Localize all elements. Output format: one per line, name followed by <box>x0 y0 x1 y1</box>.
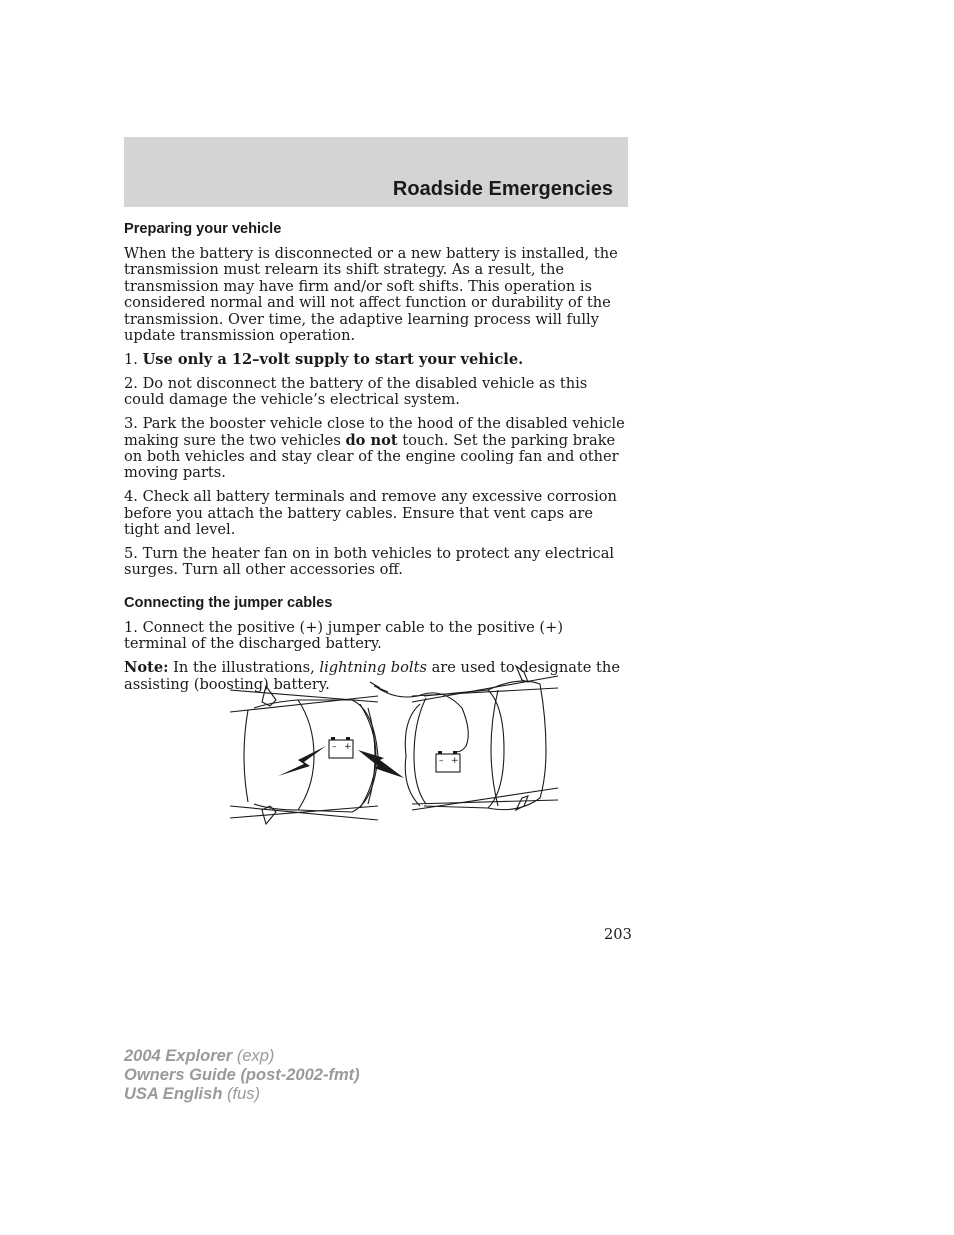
right-car-outline <box>405 666 558 810</box>
step-3-bold: do not <box>345 431 398 449</box>
step-5: 5. Turn the heater fan on in both vehicles to protect any electrical surges. Turn all other accessories off. <box>124 545 615 579</box>
step-3-text-a: 3. Park the booster vehicle close to the hood of the disabled vehicle making sure the two vehicles <box>124 415 625 449</box>
step-3-text-b: touch. Set the parking brake on both vehicles and stay clear of the engine cooling fan and other moving parts. <box>124 431 619 482</box>
step-1-number: 1. <box>124 350 138 368</box>
footer-line-1 <box>124 1047 360 1066</box>
note-text-a: In the illustrations, <box>173 659 315 677</box>
footer-model-code: (exp) <box>236 1047 275 1065</box>
note-text-b: are used to designate the assisting (boosting) battery. <box>124 659 620 693</box>
section-heading-preparing: Preparing your vehicle <box>124 221 282 237</box>
document-footer <box>124 1047 360 1104</box>
right-battery-minus: – <box>439 756 444 766</box>
page-title: Roadside Emergencies <box>392 178 613 200</box>
right-battery-icon <box>436 751 460 772</box>
connect-step-1: 1. Connect the positive (+) jumper cable to the positive (+) terminal of the discharged battery. <box>124 618 564 653</box>
step-2: 2. Do not disconnect the battery of the disabled vehicle as this could damage the vehicle’s electrical system. <box>124 374 588 409</box>
intro-paragraph: When the battery is disconnected or a new battery is installed, the transmission must relearn its shift strategy. As a result, the transmission may have firm and/or soft shifts. This operation is considered normal and will not affect function or durability of the transmission. Over time, the adaptive learning process will fully update transmission operation. <box>124 245 618 345</box>
lightning-bolt-icon <box>278 746 326 776</box>
footer-language: USA English <box>124 1085 223 1103</box>
left-battery-minus: – <box>332 742 337 752</box>
jumper-cable <box>378 688 468 752</box>
section-heading-connecting: Connecting the jumper cables <box>124 594 333 611</box>
lightning-bolt-icon <box>358 750 404 778</box>
header-band <box>124 137 628 207</box>
left-car-outline <box>230 686 378 824</box>
footer-line-3 <box>124 1085 360 1104</box>
main-content <box>124 220 628 700</box>
footer-language-code: (fus) <box>227 1085 260 1103</box>
left-battery-plus: + <box>344 742 352 752</box>
right-battery-plus: + <box>451 756 459 766</box>
jumper-cable-illustration <box>228 660 562 830</box>
left-battery-icon <box>329 737 353 758</box>
footer-guide: Owners Guide (post-2002-fmt) <box>124 1066 360 1084</box>
note-label: Note: <box>124 659 169 677</box>
cable-clamp <box>370 682 388 692</box>
step-1 <box>124 352 628 368</box>
step-1-text: Use only a 12–volt supply to start your vehicle. <box>142 350 524 368</box>
note-italic: lightning bolts <box>319 659 427 677</box>
footer-model: 2004 Explorer <box>124 1047 233 1065</box>
footer-line-2 <box>124 1066 360 1085</box>
step-4: 4. Check all battery terminals and remove any excessive corrosion before you attach the battery cables. Ensure that vent caps are tight and level. <box>124 488 617 539</box>
page-number: 203 <box>604 926 632 943</box>
step-3 <box>124 416 628 482</box>
